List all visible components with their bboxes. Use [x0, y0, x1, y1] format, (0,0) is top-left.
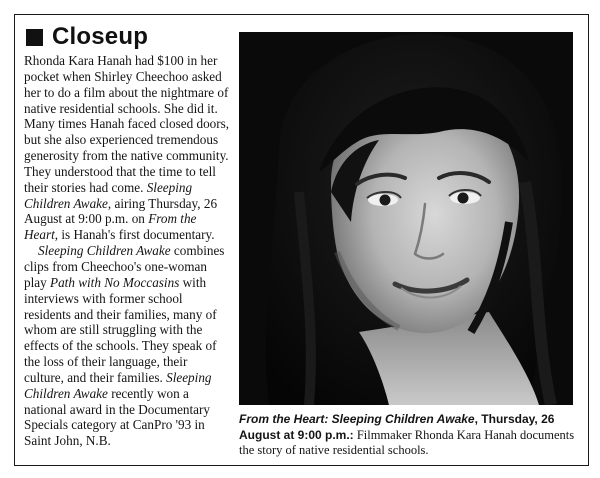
caption-text: Filmmaker Rhonda Kara Hanah documents the story of native residential schools.: [239, 427, 575, 457]
section-title: Closeup: [52, 23, 149, 50]
article-paragraph-2: Sleeping Children Awake combines clips from Cheechoo's one-woman play Path with No Moccasins with interviews with former school residents and their families, many of whom are still struggling with the effects of the schools. They speak of the loss of their language, their culture, and their families. Sleeping Children Awake recently won a national award in the Documentary Specials category at CanPro '93 in Saint John, N.B.: [24, 243, 225, 449]
bullet-square-icon: [26, 29, 43, 46]
portrait-photo: [239, 32, 573, 405]
portrait-illustration: [239, 32, 573, 405]
section-heading: [26, 23, 148, 51]
article-body: [24, 53, 230, 461]
caption-lead: From the Heart: Sleeping Children Awake, Thursday, 26 August at 9:00 p.m.:: [239, 412, 555, 442]
photo-caption: [239, 412, 575, 458]
article-paragraph-1: Rhonda Kara Hanah had $100 in her pocket when Shirley Cheechoo asked her to do a film about the nightmare of native residential schools. She did it. Many times Hanah faced closed doors, but she also experienced tremendous generosity from the native community. They understood that the time to tell their stories had come. Sleeping Children Awake, airing Thursday, 26 August at 9:00 p.m. on From the Heart, is Hanah's first documentary.: [24, 53, 230, 243]
